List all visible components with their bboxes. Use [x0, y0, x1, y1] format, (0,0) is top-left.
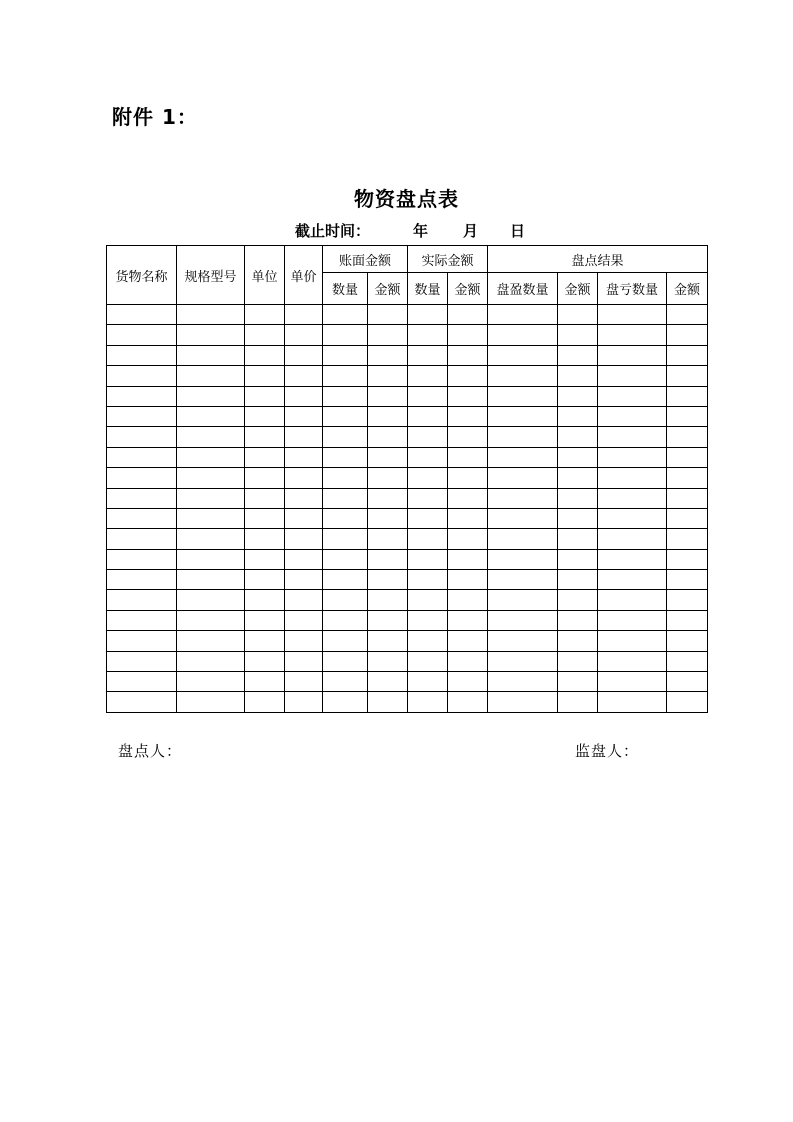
inventory-taker-label: 盘点人： [118, 744, 183, 760]
table-row [107, 651, 708, 671]
table-cell [488, 508, 558, 528]
table-cell [368, 529, 408, 549]
table-cell [368, 305, 408, 325]
table-cell [408, 366, 448, 386]
table-cell [107, 610, 177, 630]
table-cell [323, 651, 368, 671]
table-cell [408, 325, 448, 345]
table-cell [448, 427, 488, 447]
table-header [107, 246, 708, 305]
table-cell [285, 590, 323, 610]
table-cell [558, 549, 598, 569]
table-cell [598, 549, 667, 569]
table-cell [408, 406, 448, 426]
table-cell [488, 488, 558, 508]
table-cell [488, 325, 558, 345]
table-cell [598, 447, 667, 467]
table-cell [107, 305, 177, 325]
table-cell [667, 468, 708, 488]
table-cell [448, 651, 488, 671]
table-cell [107, 488, 177, 508]
table-cell [245, 427, 285, 447]
table-row [107, 305, 708, 325]
table-cell [107, 447, 177, 467]
table-cell [448, 325, 488, 345]
table-cell [488, 610, 558, 630]
table-cell [285, 631, 323, 651]
table-cell [448, 488, 488, 508]
table-cell [598, 427, 667, 447]
header-surplus-amount: 金额 [558, 273, 598, 305]
table-cell [448, 447, 488, 467]
table-cell [488, 549, 558, 569]
table-cell [245, 508, 285, 528]
table-cell [408, 631, 448, 651]
table-cell [285, 427, 323, 447]
table-cell [448, 305, 488, 325]
table-cell [448, 406, 488, 426]
table-cell [368, 692, 408, 712]
table-cell [558, 366, 598, 386]
table-cell [285, 692, 323, 712]
table-cell [448, 590, 488, 610]
table-cell [177, 427, 245, 447]
table-cell [368, 406, 408, 426]
table-cell [245, 590, 285, 610]
table-cell [285, 508, 323, 528]
table-cell [368, 488, 408, 508]
table-cell [177, 386, 245, 406]
table-cell [667, 427, 708, 447]
table-row [107, 386, 708, 406]
table-cell [107, 366, 177, 386]
table-cell [408, 488, 448, 508]
table-cell [667, 692, 708, 712]
table-cell [558, 325, 598, 345]
table-cell [667, 305, 708, 325]
table-cell [107, 468, 177, 488]
table-cell [245, 631, 285, 651]
table-cell [177, 549, 245, 569]
table-cell [488, 631, 558, 651]
table-cell [285, 345, 323, 365]
table-cell [245, 529, 285, 549]
table-cell [323, 447, 368, 467]
header-unit: 单位 [245, 246, 285, 305]
header-actual-amount-group: 实际金额 [408, 246, 488, 273]
table-cell [488, 447, 558, 467]
table-cell [245, 305, 285, 325]
header-book-amount-group: 账面金额 [323, 246, 408, 273]
table-cell [558, 447, 598, 467]
table-row [107, 610, 708, 630]
table-cell [285, 305, 323, 325]
table-cell [368, 508, 408, 528]
table-cell [408, 386, 448, 406]
table-cell [323, 468, 368, 488]
table-cell [488, 305, 558, 325]
table-cell [558, 529, 598, 549]
table-cell [448, 366, 488, 386]
table-cell [285, 325, 323, 345]
table-cell [598, 610, 667, 630]
table-cell [448, 508, 488, 528]
table-cell [323, 427, 368, 447]
table-cell [408, 672, 448, 692]
table-cell [107, 529, 177, 549]
table-row [107, 529, 708, 549]
table-cell [448, 345, 488, 365]
table-cell [323, 406, 368, 426]
table-cell [245, 610, 285, 630]
table-cell [285, 529, 323, 549]
table-cell [667, 610, 708, 630]
table-cell [177, 345, 245, 365]
table-cell [368, 672, 408, 692]
inventory-table [106, 245, 708, 713]
table-cell [598, 366, 667, 386]
table-cell [245, 651, 285, 671]
table-cell [107, 590, 177, 610]
table-cell [558, 345, 598, 365]
table-cell [558, 386, 598, 406]
table-cell [448, 529, 488, 549]
table-row [107, 366, 708, 386]
table-cell [488, 651, 558, 671]
table-cell [667, 549, 708, 569]
header-inventory-result-group: 盘点结果 [488, 246, 708, 273]
table-cell [177, 631, 245, 651]
table-cell [245, 488, 285, 508]
table-cell [408, 447, 448, 467]
table-cell [598, 468, 667, 488]
table-cell [558, 488, 598, 508]
table-cell [177, 610, 245, 630]
table-cell [558, 427, 598, 447]
table-cell [285, 672, 323, 692]
table-cell [558, 672, 598, 692]
header-book-quantity: 数量 [323, 273, 368, 305]
table-cell [667, 366, 708, 386]
table-cell [107, 692, 177, 712]
table-cell [368, 345, 408, 365]
table-cell [558, 468, 598, 488]
table-cell [598, 570, 667, 590]
table-cell [598, 345, 667, 365]
header-shortage-amount: 金额 [667, 273, 708, 305]
header-book-amount: 金额 [368, 273, 408, 305]
table-cell [488, 692, 558, 712]
table-cell [667, 590, 708, 610]
table-cell [245, 447, 285, 467]
table-cell [323, 508, 368, 528]
table-cell [368, 549, 408, 569]
document-title: 物资盘点表 [354, 187, 459, 211]
table-cell [368, 651, 408, 671]
table-cell [408, 529, 448, 549]
table-cell [177, 488, 245, 508]
table-cell [598, 508, 667, 528]
table-cell [177, 468, 245, 488]
table-cell [598, 692, 667, 712]
table-cell [107, 570, 177, 590]
table-cell [488, 406, 558, 426]
table-cell [558, 651, 598, 671]
table-cell [598, 529, 667, 549]
table-cell [408, 549, 448, 569]
table-row [107, 692, 708, 712]
table-cell [408, 692, 448, 712]
table-cell [558, 631, 598, 651]
deadline-day-label: 日 [510, 224, 526, 240]
table-cell [177, 406, 245, 426]
table-cell [598, 672, 667, 692]
table-cell [323, 570, 368, 590]
table-cell [323, 325, 368, 345]
header-surplus-quantity: 盘盈数量 [488, 273, 558, 305]
table-cell [107, 672, 177, 692]
table-cell [408, 468, 448, 488]
table-cell [107, 549, 177, 569]
table-cell [245, 468, 285, 488]
table-cell [667, 508, 708, 528]
table-cell [323, 549, 368, 569]
table-cell [177, 366, 245, 386]
table-cell [488, 529, 558, 549]
table-cell [245, 366, 285, 386]
table-row [107, 468, 708, 488]
table-cell [558, 406, 598, 426]
table-cell [558, 590, 598, 610]
table-cell [368, 325, 408, 345]
table-cell [598, 590, 667, 610]
table-cell [488, 427, 558, 447]
table-cell [488, 570, 558, 590]
table-row [107, 345, 708, 365]
table-cell [368, 610, 408, 630]
table-cell [667, 447, 708, 467]
table-cell [408, 427, 448, 447]
table-cell [368, 386, 408, 406]
table-row [107, 570, 708, 590]
table-cell [667, 345, 708, 365]
table-cell [323, 366, 368, 386]
table-row [107, 508, 708, 528]
table-cell [598, 325, 667, 345]
table-cell [285, 549, 323, 569]
table-row [107, 325, 708, 345]
table-cell [323, 345, 368, 365]
table-cell [177, 508, 245, 528]
header-goods-name: 货物名称 [107, 246, 177, 305]
table-cell [245, 386, 285, 406]
table-cell [177, 325, 245, 345]
table-cell [448, 570, 488, 590]
table-cell [285, 488, 323, 508]
table-cell [558, 610, 598, 630]
table-cell [323, 590, 368, 610]
table-cell [558, 692, 598, 712]
table-cell [177, 570, 245, 590]
table-cell [368, 468, 408, 488]
table-cell [285, 651, 323, 671]
table-cell [368, 447, 408, 467]
table-cell [107, 345, 177, 365]
header-shortage-quantity: 盘亏数量 [598, 273, 667, 305]
deadline-label: 截止时间： [295, 224, 371, 240]
table-cell [177, 590, 245, 610]
table-cell [323, 672, 368, 692]
table-cell [323, 610, 368, 630]
table-row [107, 631, 708, 651]
table-row [107, 427, 708, 447]
table-cell [408, 610, 448, 630]
table-cell [667, 651, 708, 671]
table-cell [598, 406, 667, 426]
table-row [107, 488, 708, 508]
table-cell [245, 672, 285, 692]
deadline-line [295, 220, 525, 241]
table-cell [285, 447, 323, 467]
table-cell [107, 406, 177, 426]
attachment-label: 附件 1： [112, 105, 198, 129]
table-cell [368, 366, 408, 386]
table-cell [285, 406, 323, 426]
table-cell [558, 570, 598, 590]
table-cell [667, 570, 708, 590]
table-cell [245, 549, 285, 569]
table-cell [323, 692, 368, 712]
table-cell [107, 508, 177, 528]
table-cell [177, 672, 245, 692]
table-cell [107, 386, 177, 406]
table-cell [558, 305, 598, 325]
table-row [107, 672, 708, 692]
table-cell [323, 305, 368, 325]
table-cell [107, 427, 177, 447]
table-cell [285, 610, 323, 630]
table-cell [408, 590, 448, 610]
table-cell [488, 590, 558, 610]
table-cell [448, 468, 488, 488]
supervisor-label: 监盘人： [575, 744, 640, 760]
table-cell [448, 549, 488, 569]
table-cell [368, 427, 408, 447]
table-cell [285, 366, 323, 386]
table-row [107, 406, 708, 426]
table-cell [488, 345, 558, 365]
table-cell [448, 386, 488, 406]
table-cell [488, 468, 558, 488]
table-cell [408, 570, 448, 590]
table-row [107, 549, 708, 569]
table-cell [448, 672, 488, 692]
table-cell [245, 345, 285, 365]
table-cell [368, 590, 408, 610]
header-actual-amount: 金额 [448, 273, 488, 305]
table-cell [667, 488, 708, 508]
table-cell [667, 529, 708, 549]
table-cell [107, 631, 177, 651]
table-cell [667, 386, 708, 406]
table-cell [245, 406, 285, 426]
table-cell [448, 692, 488, 712]
table-row [107, 590, 708, 610]
header-actual-quantity: 数量 [408, 273, 448, 305]
table-cell [598, 386, 667, 406]
table-cell [667, 406, 708, 426]
table-cell [488, 672, 558, 692]
table-cell [408, 345, 448, 365]
table-cell [408, 508, 448, 528]
table-cell [408, 305, 448, 325]
table-cell [667, 672, 708, 692]
deadline-year-label: 年 [413, 224, 429, 240]
table-cell [177, 447, 245, 467]
table-cell [488, 386, 558, 406]
table-cell [667, 325, 708, 345]
table-cell [323, 386, 368, 406]
table-cell [177, 305, 245, 325]
table-cell [558, 508, 598, 528]
header-unit-price: 单价 [285, 246, 323, 305]
table-cell [245, 570, 285, 590]
table-cell [285, 570, 323, 590]
table-cell [368, 570, 408, 590]
table-cell [598, 305, 667, 325]
inventory-table-body [107, 305, 708, 713]
table-cell [448, 610, 488, 630]
deadline-month-label: 月 [463, 224, 479, 240]
table-row [107, 447, 708, 467]
table-cell [245, 692, 285, 712]
table-cell [177, 651, 245, 671]
table-cell [368, 631, 408, 651]
table-cell [448, 631, 488, 651]
table-cell [323, 631, 368, 651]
table-cell [598, 651, 667, 671]
table-cell [323, 488, 368, 508]
table-cell [107, 325, 177, 345]
table-cell [285, 468, 323, 488]
table-cell [245, 325, 285, 345]
table-cell [177, 692, 245, 712]
table-cell [285, 386, 323, 406]
table-cell [488, 366, 558, 386]
table-cell [667, 631, 708, 651]
table-cell [323, 529, 368, 549]
table-cell [408, 651, 448, 671]
table-cell [177, 529, 245, 549]
table-cell [107, 651, 177, 671]
table-cell [598, 631, 667, 651]
table-cell [598, 488, 667, 508]
header-spec-model: 规格型号 [177, 246, 245, 305]
